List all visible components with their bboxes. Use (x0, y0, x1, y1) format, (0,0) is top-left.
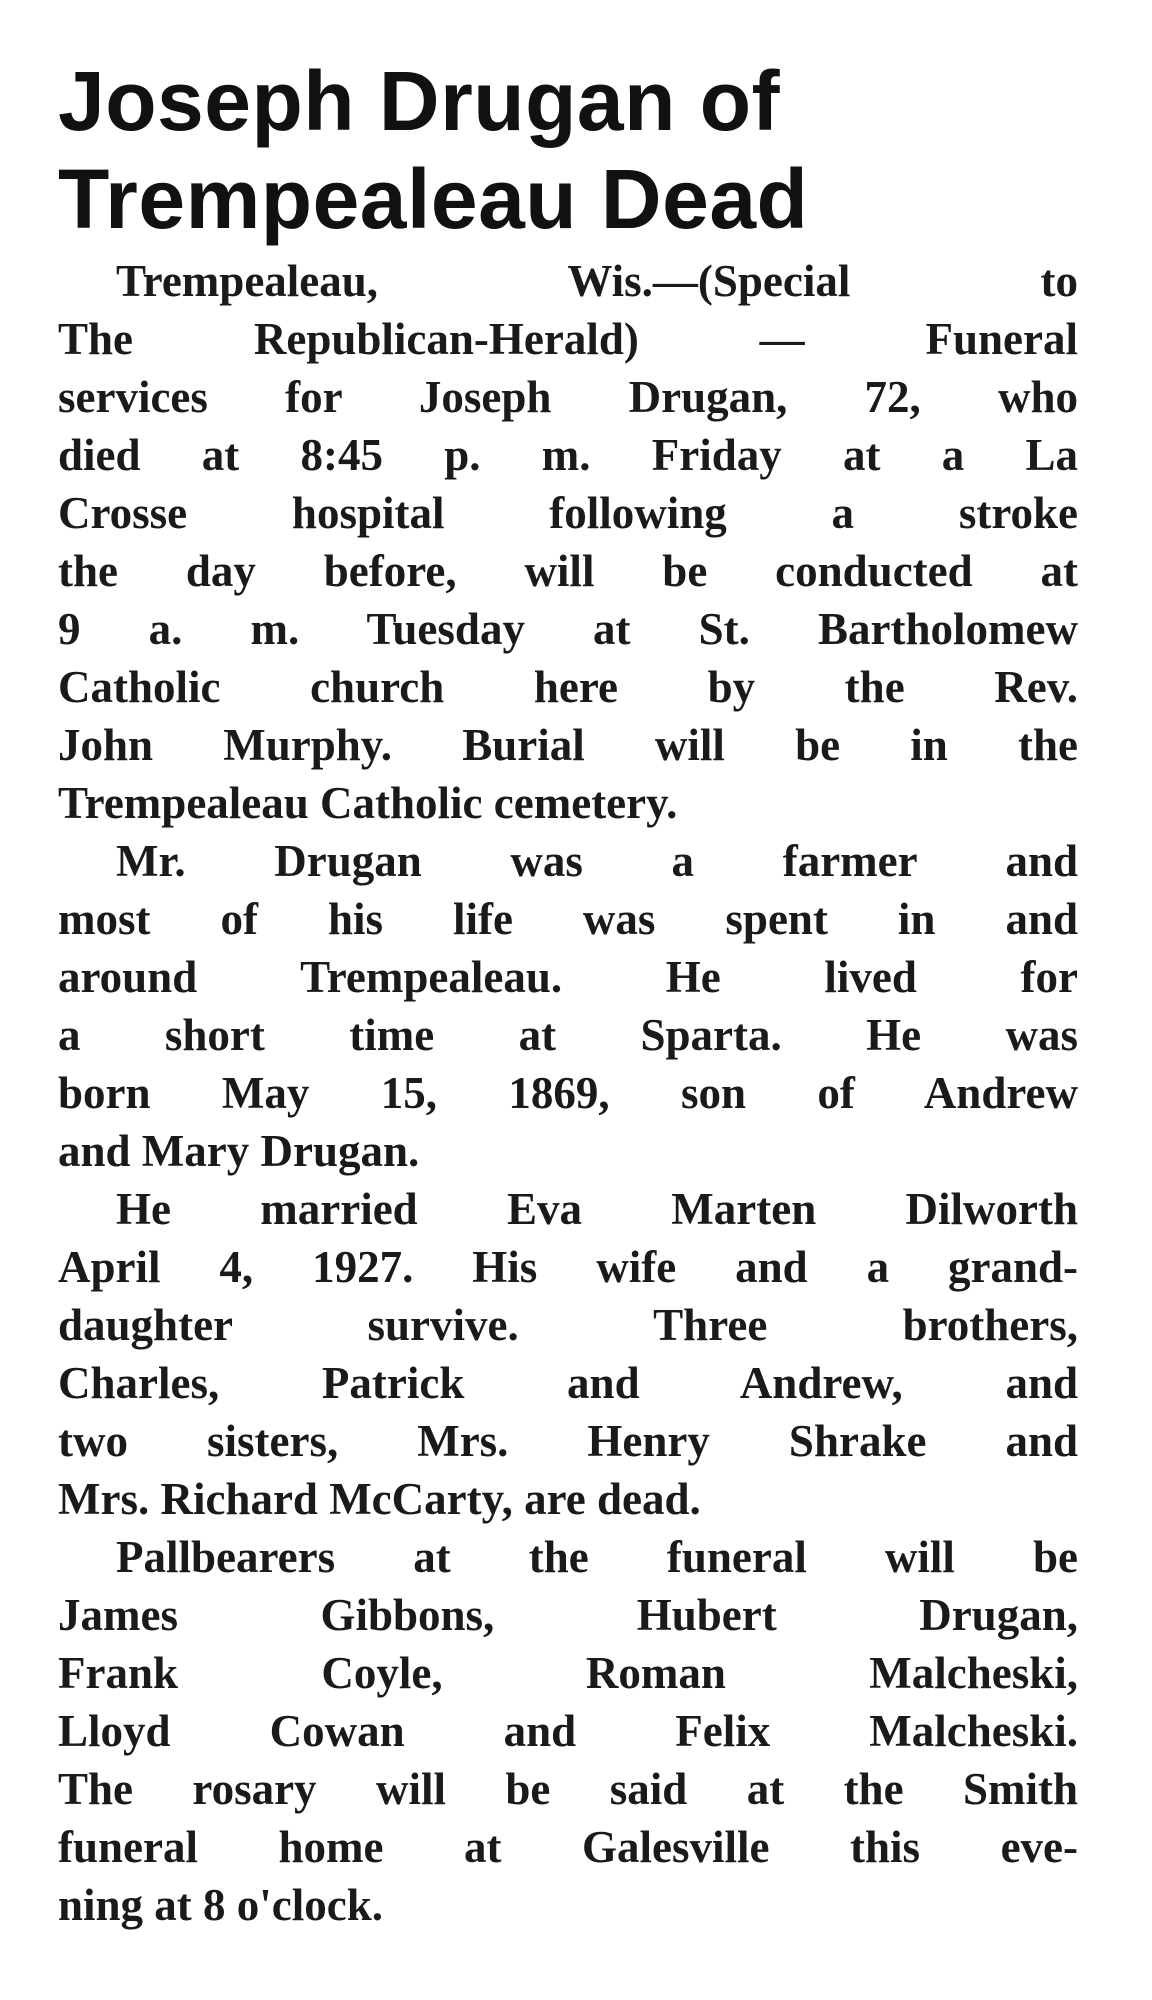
text-line: He married Eva Marten Dilworth (116, 1184, 1078, 1234)
text-line: The rosary will be said at the Smith (58, 1764, 1078, 1814)
text-line: died at 8:45 p. m. Friday at a La (58, 430, 1078, 480)
text-line: Catholic church here by the Rev. (58, 662, 1078, 712)
headline-line: Joseph Drugan of (58, 54, 781, 148)
text-line: James Gibbons, Hubert Drugan, (58, 1590, 1078, 1640)
text-line: born May 15, 1869, son of Andrew (58, 1068, 1078, 1118)
text-line: Crosse hospital following a stroke (58, 488, 1078, 538)
paragraph-pallbearers (58, 1528, 1078, 1934)
text-line: John Murphy. Burial will be in the (58, 720, 1078, 770)
text-line: most of his life was spent in and (58, 894, 1078, 944)
text-line: funeral home at Galesville this eve- (58, 1822, 1078, 1872)
text-line: services for Joseph Drugan, 72, who (58, 372, 1078, 422)
text-line: ning at 8 o'clock. (58, 1880, 384, 1930)
text-line: daughter survive. Three brothers, (58, 1300, 1078, 1350)
text-line: Mrs. Richard McCarty, are dead. (58, 1474, 701, 1524)
text-line: Pallbearers at the funeral will be (116, 1532, 1078, 1582)
text-line: the day before, will be conducted at (58, 546, 1078, 596)
paragraph-family (58, 1180, 1078, 1528)
paragraph-biography (58, 832, 1078, 1180)
text-line: The Republican-Herald) — Funeral (58, 314, 1078, 364)
text-line: around Trempealeau. He lived for (58, 952, 1078, 1002)
article-body (58, 252, 1078, 1934)
text-line: Trempealeau, Wis.—(Special to (116, 256, 1078, 306)
text-line: 9 a. m. Tuesday at St. Bartholomew (58, 604, 1078, 654)
text-line: Trempealeau Catholic cemetery. (58, 778, 678, 828)
text-line: Charles, Patrick and Andrew, and (58, 1358, 1078, 1408)
text-line: April 4, 1927. His wife and a grand- (58, 1242, 1078, 1292)
text-line: Mr. Drugan was a farmer and (116, 836, 1078, 886)
text-line: a short time at Sparta. He was (58, 1010, 1078, 1060)
text-line: Lloyd Cowan and Felix Malcheski. (58, 1706, 1078, 1756)
headline (58, 52, 1098, 248)
paragraph-funeral-services (58, 252, 1078, 832)
text-line: two sisters, Mrs. Henry Shrake and (58, 1416, 1078, 1466)
text-line: Frank Coyle, Roman Malcheski, (58, 1648, 1078, 1698)
headline-line: Trempealeau Dead (58, 152, 809, 246)
text-line: and Mary Drugan. (58, 1126, 420, 1176)
